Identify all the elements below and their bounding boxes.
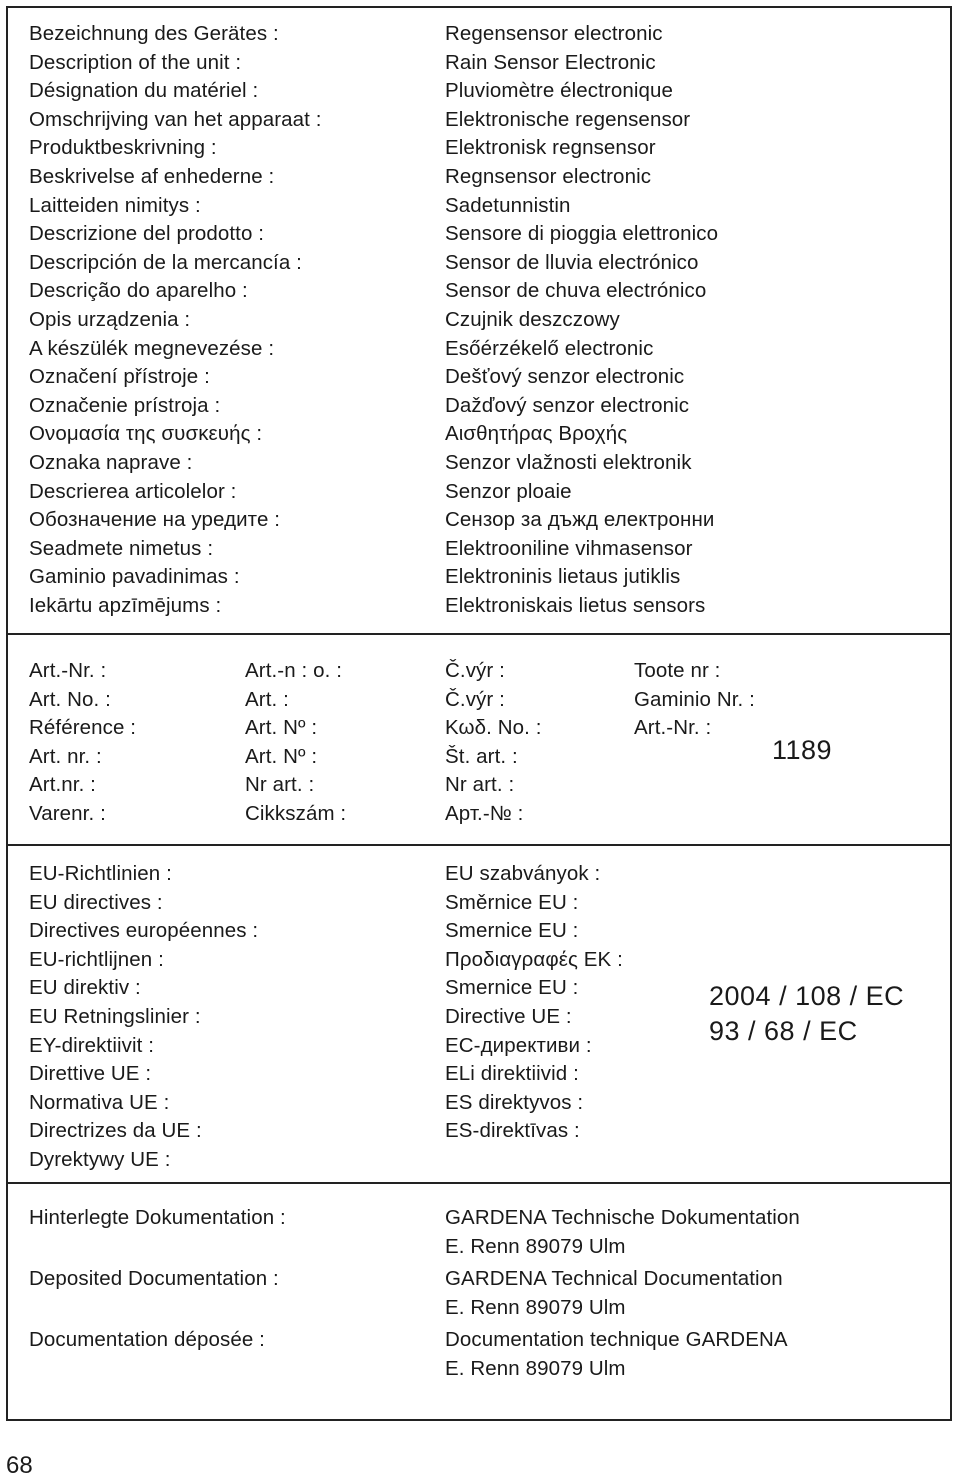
designation-label: Oznaka naprave : <box>29 451 193 474</box>
designation-value: Esőérzékelő electronic <box>445 336 654 360</box>
designation-label: Bezeichnung des Gerätes : <box>29 22 279 45</box>
article-label: Art.-Nr. : <box>29 659 107 682</box>
article-label: Č.výr : <box>445 659 505 682</box>
article-label: Varenr. : <box>29 802 106 825</box>
article-label: Art.nr. : <box>29 773 96 797</box>
designation-label: Opis urządzenia : <box>29 308 191 331</box>
designation-value: Elektroniskais lietus sensors <box>445 594 706 617</box>
designation-value: Regnsensor electronic <box>445 165 652 188</box>
article-label: Nr art. : <box>445 773 515 797</box>
article-label: Art.-n : o. : <box>245 659 342 682</box>
documentation-value: E. Renn 89079 Ulm <box>445 1234 626 1258</box>
designation-label: Désignation du matériel : <box>29 79 259 103</box>
article-label: Cikkszám : <box>245 802 347 825</box>
documentation-value: GARDENA Technical Documentation <box>445 1267 783 1290</box>
documentation-value: Documentation technique GARDENA <box>445 1328 788 1351</box>
designation-label: Descrizione del prodotto : <box>29 222 265 246</box>
directive-label: Dyrektywy UE : <box>29 1148 171 1171</box>
designation-value: Сензор за дъжд електронни <box>445 508 715 532</box>
article-label: Art. Nº : <box>245 716 318 740</box>
article-label: Art. nr. : <box>29 744 102 768</box>
article-label: Art. : <box>245 687 289 711</box>
designation-value: Dažďový senzor electronic <box>445 393 690 417</box>
designation-value: Elektrooniline vihmasensor <box>445 536 693 560</box>
designation-value: Elektroninis lietaus jutiklis <box>445 565 681 589</box>
directive-label: EY-direktiivit : <box>29 1033 155 1057</box>
directive-label: EU-Richtlinien : <box>29 862 172 885</box>
designation-value: Senzor vlažnosti elektronik <box>445 451 692 474</box>
directive-label: Προδιαγραφές ΕΚ : <box>445 947 623 971</box>
article-label: Št. art. : <box>445 744 518 768</box>
article-label: Référence : <box>29 716 137 740</box>
directive-label: EU szabványok : <box>445 862 601 885</box>
designation-label: A készülék megnevezése : <box>29 336 275 360</box>
designation-label: Ονομασία της συσκευής : <box>29 422 263 446</box>
directive-label: EU directives : <box>29 890 163 914</box>
directive-label: ES-direktīvas : <box>445 1119 580 1143</box>
documentation-value: GARDENA Technische Dokumentation <box>445 1206 800 1229</box>
directive-label: Smernice EU : <box>445 976 579 1000</box>
designation-value: Rain Sensor Electronic <box>445 50 656 74</box>
directive-label: Smernice EU : <box>445 919 579 943</box>
article-label: Art. Nº : <box>245 744 318 768</box>
designation-label: Descrierea articolelor : <box>29 479 237 503</box>
article-label: Nr art. : <box>245 773 315 797</box>
article-label: Κωδ. No. : <box>445 716 542 740</box>
documentation-section <box>8 1184 950 1419</box>
directive-number-2: 93 / 68 / EC <box>709 1016 858 1046</box>
documentation-label: Deposited Documentation : <box>29 1267 279 1290</box>
designation-label: Обозначение на уредите : <box>29 508 281 532</box>
article-label: Toote nr : <box>634 659 721 682</box>
designation-value: Senzor ploaie <box>445 479 572 503</box>
directive-label: Normativa UE : <box>29 1090 170 1114</box>
designation-value: Sensore di pioggia elettronico <box>445 222 719 246</box>
directive-label: ELi direktiivid : <box>445 1062 579 1086</box>
designation-value: Dešťový senzor electronic <box>445 365 685 389</box>
designation-value: Elektronische regensensor <box>445 107 691 131</box>
directive-label: EU-richtlijnen : <box>29 947 164 971</box>
article-label: Č.výr : <box>445 687 505 711</box>
directives-section <box>8 846 950 1182</box>
directive-label: ES direktyvos : <box>445 1090 584 1114</box>
designation-label: Seadmete nimetus : <box>29 536 214 560</box>
directive-label: EU direktiv : <box>29 976 141 1000</box>
designation-label: Omschrijving van het apparaat : <box>29 107 322 131</box>
designation-value: Regensensor electronic <box>445 22 663 45</box>
designation-label: Beskrivelse af enhederne : <box>29 165 275 188</box>
directive-label: Směrnice EU : <box>445 890 579 914</box>
documentation-value: E. Renn 89079 Ulm <box>445 1356 626 1380</box>
designation-label: Descrição do aparelho : <box>29 279 248 303</box>
directive-label: Directrizes da UE : <box>29 1119 202 1143</box>
article-section <box>8 635 950 844</box>
documentation-value: E. Renn 89079 Ulm <box>445 1295 626 1319</box>
designation-label: Descripción de la mercancía : <box>29 250 302 274</box>
directive-number-1: 2004 / 108 / EC <box>709 981 905 1011</box>
designation-label: Označenie prístroja : <box>29 393 221 417</box>
article-label: Gaminio Nr. : <box>634 687 755 711</box>
article-label: Art. No. : <box>29 687 111 711</box>
page-number: 68 <box>6 1452 33 1479</box>
article-label: Art.-Nr. : <box>634 716 712 740</box>
directive-label: Direttive UE : <box>29 1062 152 1086</box>
directive-label: EU Retningslinier : <box>29 1005 201 1028</box>
article-label: Арт.-№ : <box>445 802 524 825</box>
designation-value: Elektronisk regnsensor <box>445 136 656 160</box>
designation-label: Laitteiden nimitys : <box>29 193 201 217</box>
directive-label: Directives européennes : <box>29 919 259 943</box>
designation-value: Czujnik deszczowy <box>445 308 620 331</box>
designation-value: Sensor de chuva electrónico <box>445 279 707 303</box>
designation-label: Description of the unit : <box>29 50 242 74</box>
documentation-label: Hinterlegte Dokumentation : <box>29 1206 286 1229</box>
article-number: 1189 <box>772 735 833 765</box>
declaration-frame <box>6 6 952 1421</box>
directive-label: ЕС-директиви : <box>445 1033 592 1057</box>
designation-label: Gaminio pavadinimas : <box>29 565 240 589</box>
designation-value: Αισθητήρας Βροχής <box>445 422 628 446</box>
documentation-label: Documentation déposée : <box>29 1328 265 1351</box>
designation-label: Označení přístroje : <box>29 365 210 389</box>
designation-section <box>8 8 950 633</box>
designation-value: Sadetunnistin <box>445 193 571 217</box>
designation-value: Sensor de lluvia electrónico <box>445 250 699 274</box>
designation-label: Produktbeskrivning : <box>29 136 217 160</box>
designation-label: Iekārtu apzīmējums : <box>29 594 222 617</box>
directive-label: Directive UE : <box>445 1005 572 1028</box>
designation-value: Pluviomètre électronique <box>445 79 674 103</box>
